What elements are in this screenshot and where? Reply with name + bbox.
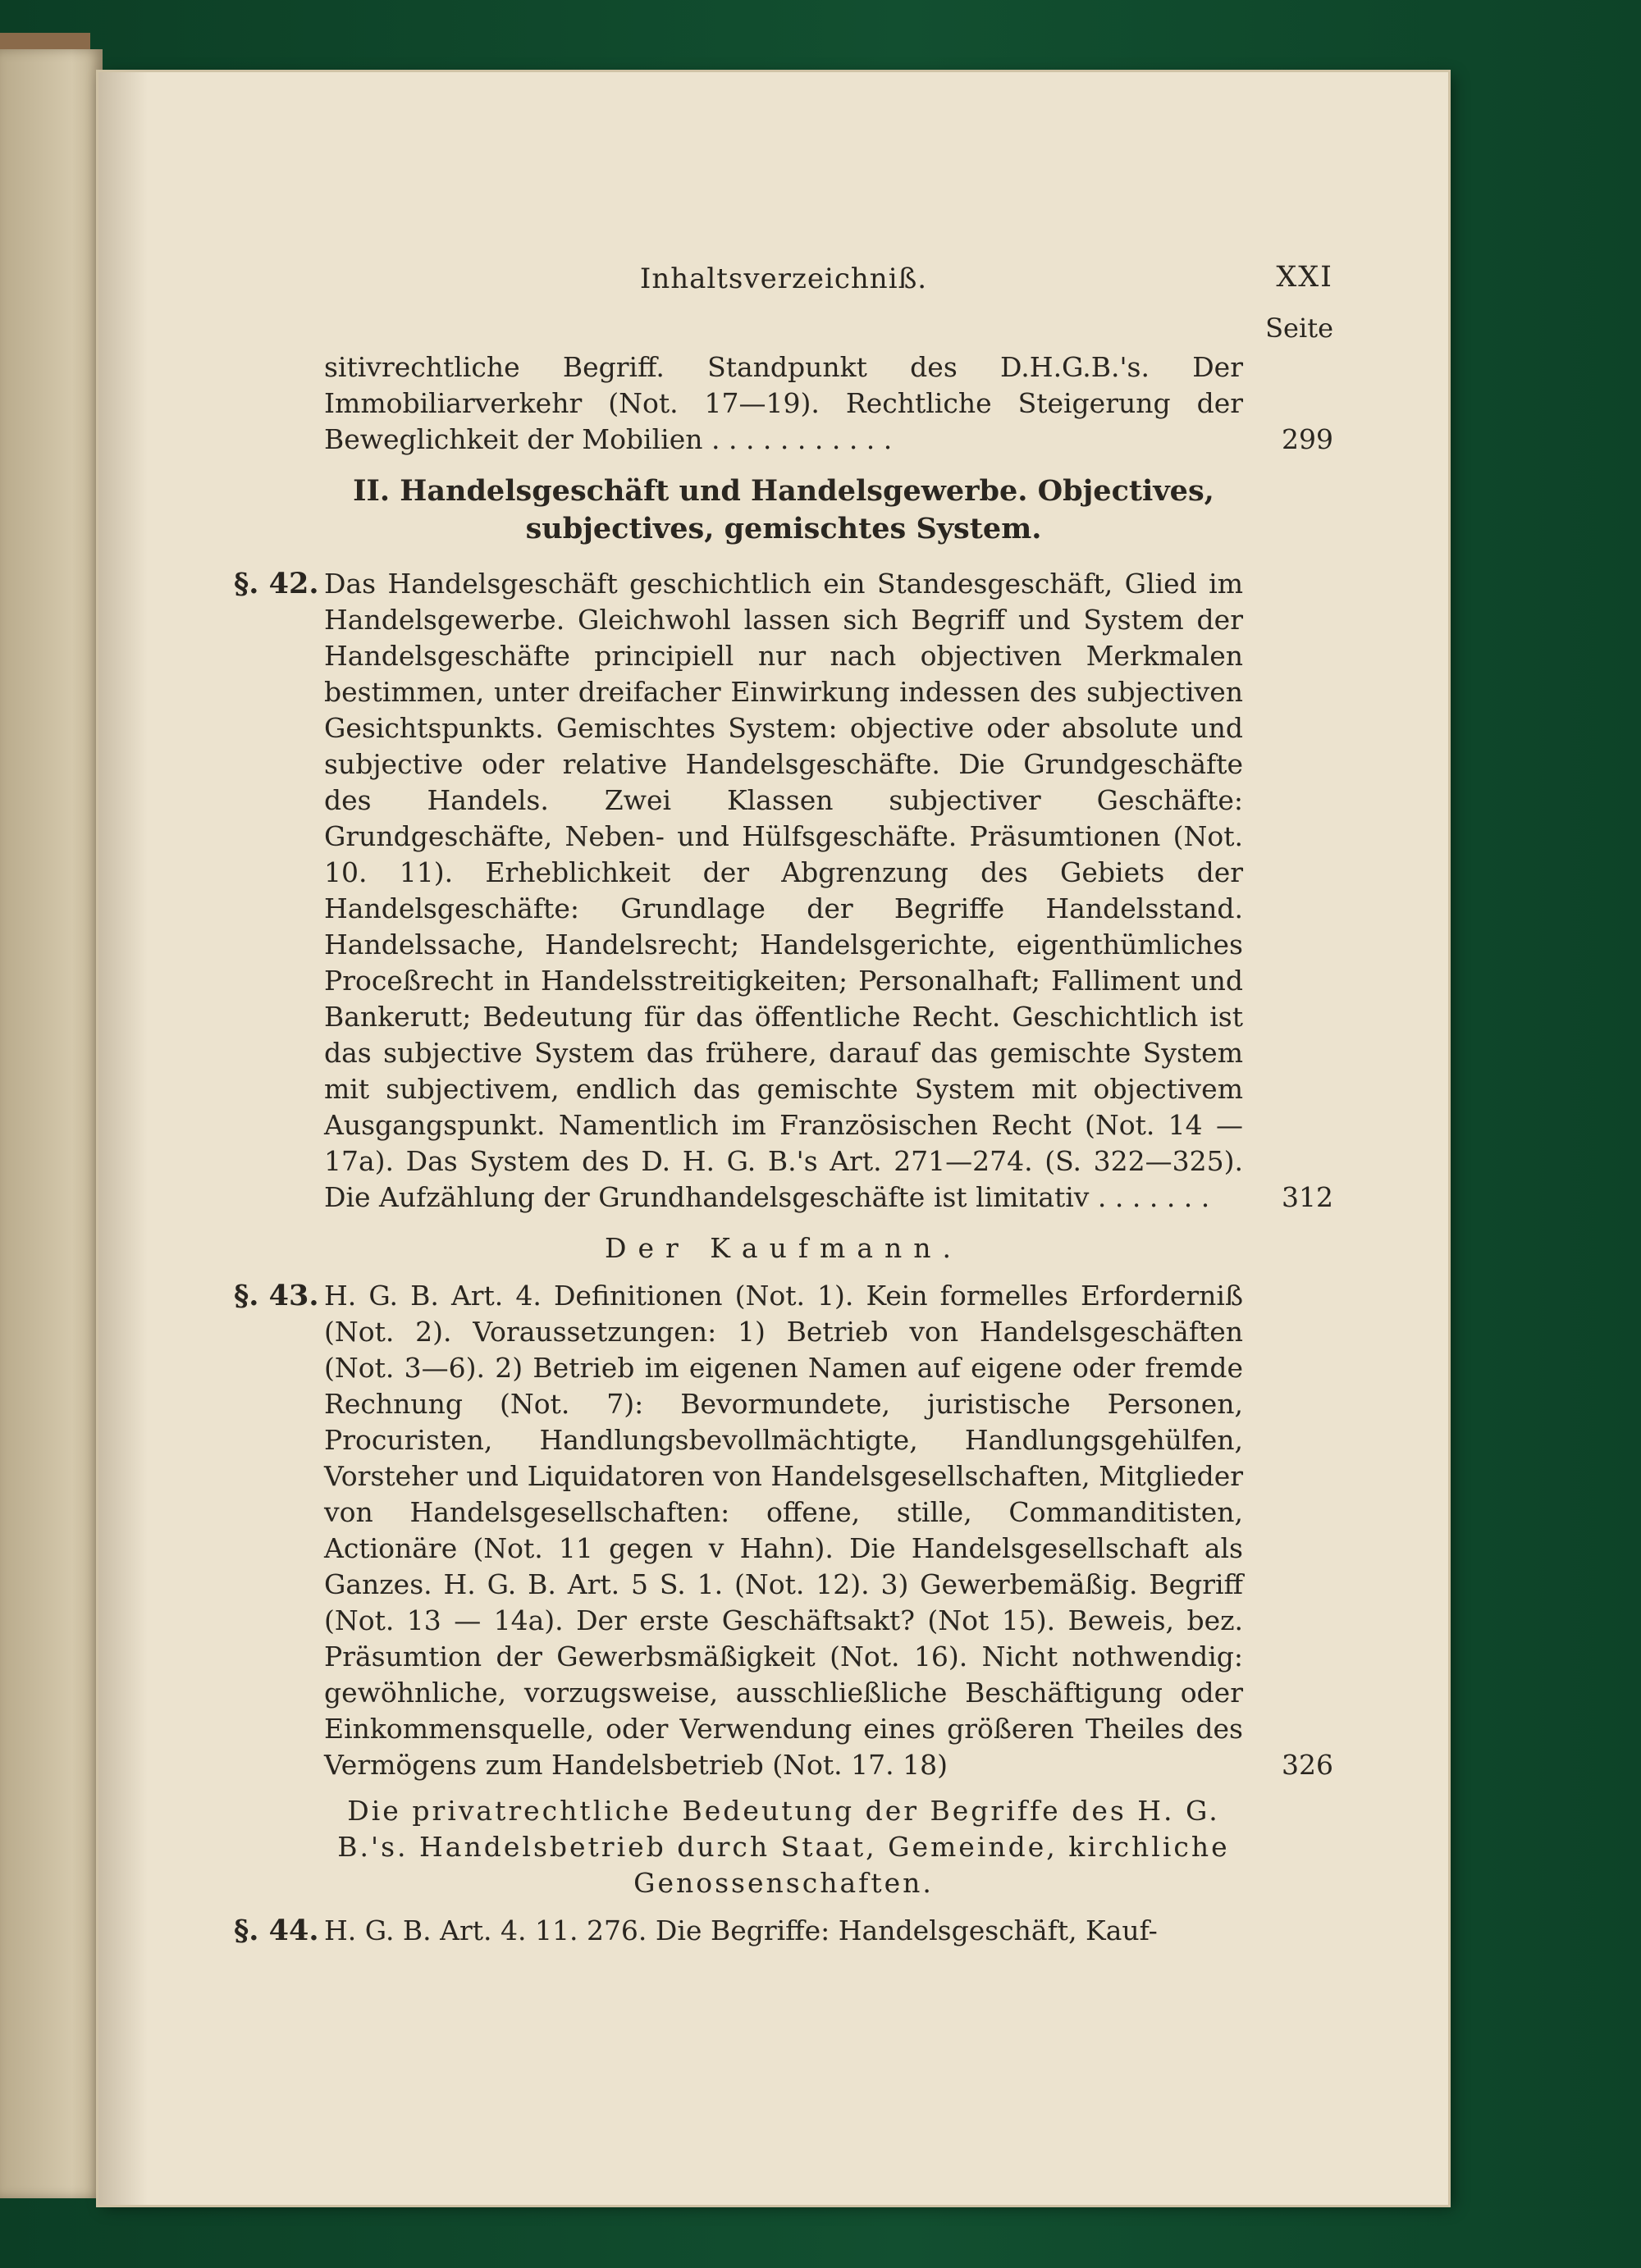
page-header	[234, 261, 1333, 310]
toc-entry	[234, 1913, 1333, 1949]
gutter-shadow	[98, 72, 148, 2205]
entry-page-number: 299	[1282, 423, 1333, 455]
page-number: XXI	[1276, 261, 1333, 294]
entry-text: Das Handelsgeschäft geschichtlich ein Standesgeschäft, Glied im Handelsgewerbe. Gleichwohl lassen sich Begriff und System der Handelsgeschäfte principiell nur nach objectiven Merkmalen bestimmen, unter dreifacher Einwirkung indessen des subjectiven Gesichtspunkts. Gemischtes System: objective oder absolute und subjective oder relative Handelsgeschäfte. Die Grundgeschäfte des Handels. Zwei Klassen subjectiver Geschäfte: Grundgeschäfte, Neben- und Hülfsgeschäfte. Präsumtionen (Not. 10. 11). Erheblichkeit der Abgrenzung des Gebiets der Handelsgeschäfte: Grundlage der Begriffe Handelsstand. Handelssache, Handelsrecht; Handelsgerichte, eigenthümliches Proceßrecht in Handelsstreitigkeiten; Personalhaft; Falliment und Bankerutt; Bedeutung für das öffentliche Recht. Geschichtlich ist das subjective System das frühere, darauf das gemischte System mit subjectivem, endlich das gemischte System mit objectivem Ausgangspunkt. Namentlich im Französischen Recht (Not. 14 — 17a). Das System des D. H. G. B.'s Art. 271—274. (S. 322—325). Die Aufzählung der Grundhandelsgeschäfte ist limitativ . . . . . . .	[324, 568, 1243, 1213]
entry-page-number: 312	[1282, 1181, 1333, 1213]
sub-heading: Die privatrechtliche Bedeutung der Begriffe des H. G. B.'s. Handelsbetrieb durch Staat, Gemeinde, kirchliche Genossenschaften.	[337, 1795, 1230, 1899]
paragraph-number: §. 42.	[234, 567, 319, 600]
toc-entry	[234, 349, 1333, 458]
book-page	[98, 72, 1448, 2205]
entry-text: H. G. B. Art. 4. Definitionen (Not. 1). Kein formelles Erforderniß (Not. 2). Voraussetzungen: 1) Betrieb von Handelsgeschäften (Not. 3—6). 2) Betrieb im eigenen Namen auf eigene oder fremde Rechnung (Not. 7): Bevormundete, juristische Personen, Procuristen, Handlungsbevollmächtigte, Handlungsgehülfen, Vorsteher und Liquidatoren von Handelsgesellschaften, Mitglieder von Handelsgesellschaften: offene, stille, Commanditisten, Actionäre (Not. 11 gegen v Hahn). Die Handelsgesellschaft als Ganzes. H. G. B. Art. 5 S. 1. (Not. 12). 3) Gewerbemäßig. Begriff (Not. 13 — 14a). Der erste Geschäftsakt? (Not 15). Beweis, bez. Präsumtion der Gewerbsmäßigkeit (Not. 16). Nicht nothwendig: gewöhnliche, vorzugsweise, ausschließliche Beschäftigung oder Einkommensquelle, oder Verwendung eines größeren Theiles des Vermögens zum Handelsbetrieb (Not. 17. 18)	[324, 1280, 1243, 1781]
entry-text: H. G. B. Art. 4. 11. 276. Die Begriffe: Handelsgeschäft, Kauf-	[324, 1914, 1158, 1946]
toc-entry	[234, 1278, 1333, 1783]
paragraph-number: §. 43.	[234, 1279, 319, 1312]
toc-entry	[234, 566, 1333, 1216]
previous-page-edge	[0, 49, 103, 2198]
kaufmann-heading: Der Kaufmann.	[604, 1232, 962, 1264]
running-title: Inhaltsverzeichniß.	[639, 262, 928, 295]
page-content	[234, 261, 1333, 1955]
entry-text: sitivrechtliche Begriff. Standpunkt des D.H.G.B.'s. Der Immobiliarverkehr (Not. 17—19). Rechtliche Steigerung der Beweglichkeit der Mobilien . . . . . . . . . . .	[324, 351, 1243, 455]
seite-label: Seite	[1265, 313, 1333, 344]
section-heading: II. Handelsgeschäft und Handelsgewerbe. Objectives, subjectives, gemischtes System.	[353, 474, 1214, 545]
paragraph-number: §. 44.	[234, 1914, 319, 1947]
entry-page-number: 326	[1282, 1749, 1333, 1781]
